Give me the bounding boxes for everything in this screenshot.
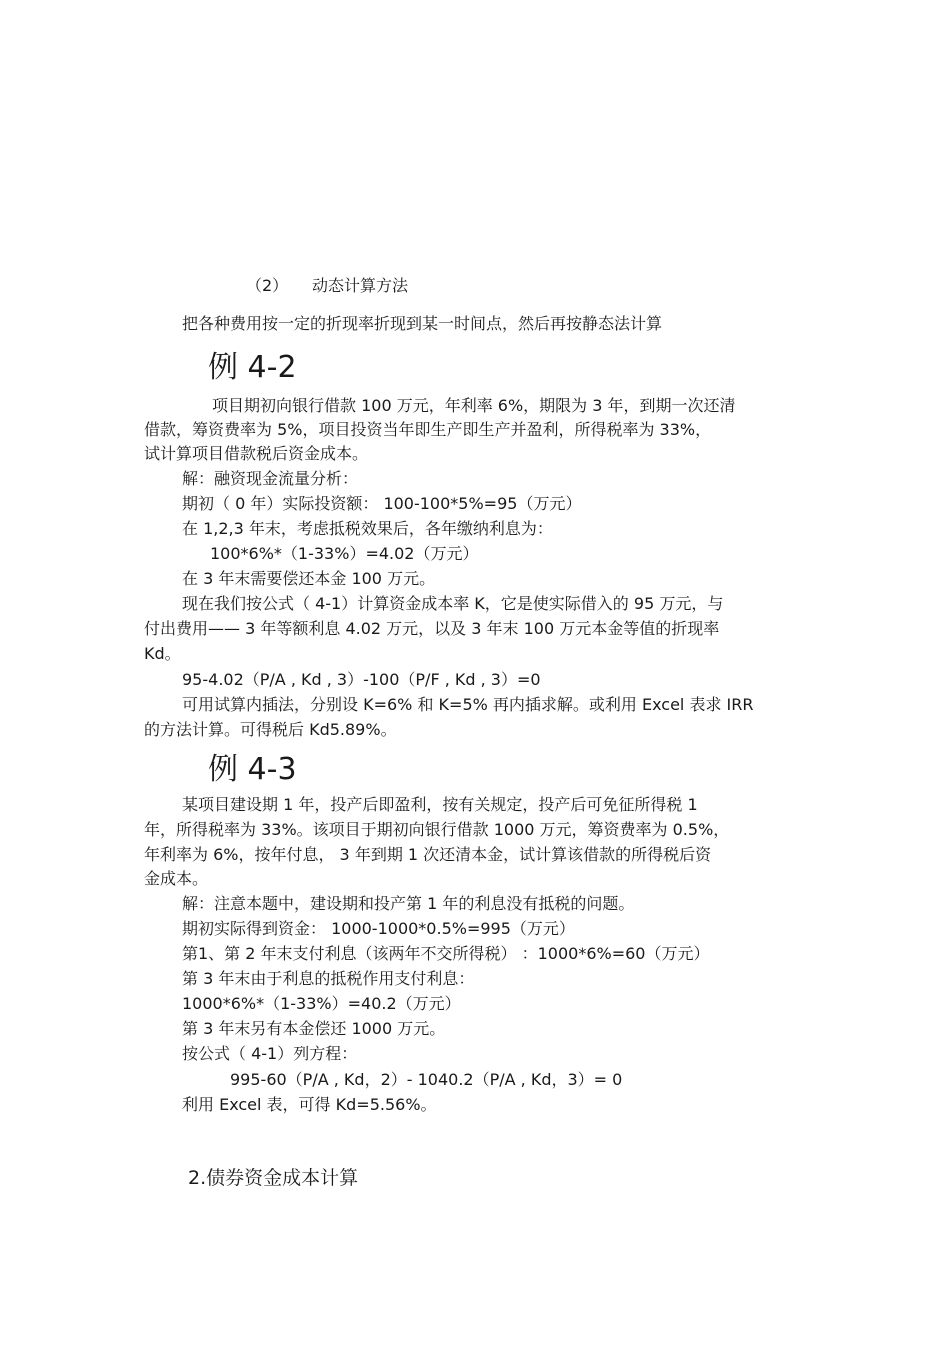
example-4-2-equation: 95-4.02（P/A , Kd , 3）-100（P/F , Kd , 3）=0 (182, 670, 541, 689)
example-4-3-solution-line: 第1、第 2 年末支付利息（该两年不交所得税） ：1000*6%=60（万元） (182, 944, 710, 963)
example-4-2-solution-line: 100*6%*（1-33%）=4.02（万元） (210, 544, 479, 563)
example-4-3-problem-line: 年利率为 6%，按年付息， 3 年到期 1 次还清本金，试计算该借款的所得税后资 (144, 845, 712, 864)
method-description: 把各种费用按一定的折现率折现到某一时间点，然后再按静态法计算 (182, 314, 663, 333)
example-4-2-solution-line: 在 1,2,3 年末，考虑抵税效果后，各年缴纳利息为： (182, 519, 553, 538)
bond-section-title: 2.债券资金成本计算 (188, 1167, 359, 1189)
example-4-2-problem-line: 试计算项目借款税后资金成本。 (144, 444, 369, 463)
example-4-3-solution-line: 利用 Excel 表，可得 Kd=5.56%。 (182, 1095, 437, 1114)
example-4-2-solution-line: 解：融资现金流量分析： (182, 469, 359, 488)
example-4-2-solution-line: 可用试算内插法，分别设 K=6% 和 K=5% 再内插求解。或利用 Excel 表求 IRR (182, 695, 754, 714)
example-4-3-problem-line: 年，所得税率为 33%。该项目于期初向银行借款 1000 万元，筹资费率为 0.5%， (144, 820, 730, 839)
example-4-3-solution-line: 按公式（ 4-1）列方程： (182, 1044, 358, 1063)
example-4-3-solution-line: 期初实际得到资金： 1000-1000*0.5%=995（万元） (182, 919, 575, 938)
example-4-2-solution-line: 的方法计算。可得税后 Kd5.89%。 (144, 720, 397, 739)
example-4-3-problem-line: 某项目建设期 1 年，投产后即盈利，按有关规定，投产后可免征所得税 1 (182, 795, 698, 814)
example-4-2-solution-line: 现在我们按公式（ 4-1）计算资金成本率 K，它是使实际借入的 95 万元，与 (182, 594, 724, 613)
example-4-2-problem-line: 项目期初向银行借款 100 万元，年利率 6%，期限为 3 年，到期一次还清 (212, 396, 736, 415)
example-4-3-solution-line: 第 3 年末由于利息的抵税作用支付利息： (182, 969, 475, 988)
example-4-2-problem-line: 借款，筹资费率为 5%，项目投资当年即生产即生产并盈利，所得税率为 33%， (144, 420, 712, 439)
section-number: （2） (246, 276, 289, 295)
example-4-2-solution-line: Kd。 (144, 644, 181, 663)
example-4-3-heading: 例 4-3 (208, 752, 297, 787)
example-4-3-solution-line: 第 3 年末另有本金偿还 1000 万元。 (182, 1019, 446, 1038)
section-title: 动态计算方法 (312, 276, 409, 295)
example-4-3-solution-line: 解：注意本题中，建设期和投产第 1 年的利息没有抵税的问题。 (182, 894, 635, 913)
example-4-3-equation: 995-60（P/A , Kd，2）- 1040.2（P/A , Kd，3）= 0 (230, 1070, 623, 1089)
example-4-2-solution-line: 在 3 年末需要偿还本金 100 万元。 (182, 569, 436, 588)
example-4-2-solution-line: 期初（ 0 年）实际投资额： 100-100*5%=95（万元） (182, 494, 582, 513)
example-4-2-heading: 例 4-2 (208, 350, 297, 385)
example-4-2-solution-line: 付出费用—— 3 年等额利息 4.02 万元，以及 3 年末 100 万元本金等值的折现率 (144, 619, 720, 638)
example-4-3-solution-line: 1000*6%*（1-33%）=40.2（万元） (182, 994, 461, 1013)
example-4-3-problem-line: 金成本。 (144, 869, 209, 888)
